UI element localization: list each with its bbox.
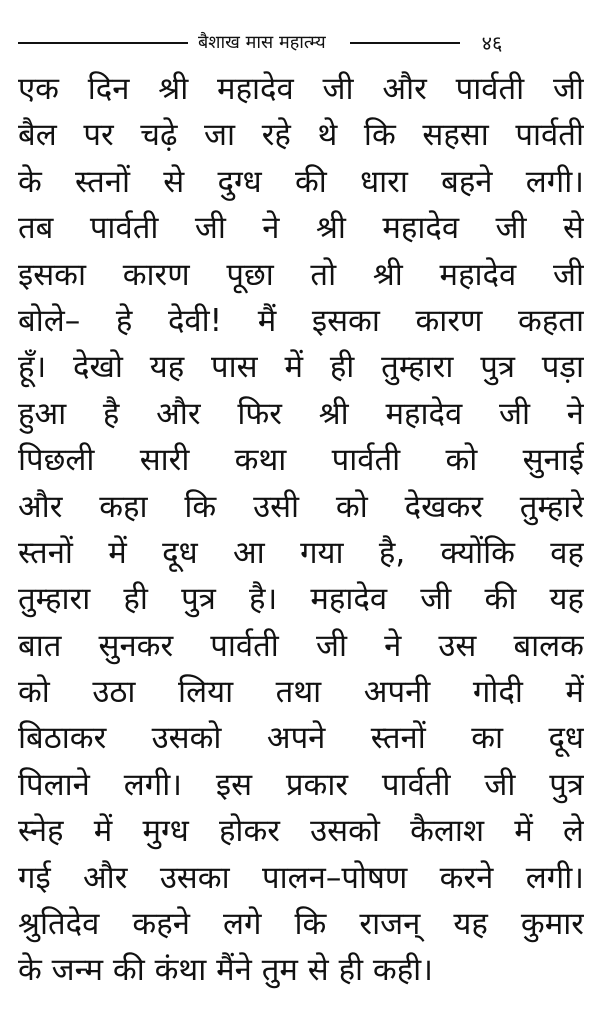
- text-line: इसका कारण पूछा तो श्री महादेव जी: [18, 256, 584, 293]
- text-line: पिलाने लगी। इस प्रकार पार्वती जी पुत्र: [18, 766, 584, 803]
- running-title: बैशाख मास महात्म्य: [198, 32, 326, 53]
- text-line: स्नेह में मुग्ध होकर उसको कैलाश में ले: [18, 813, 584, 850]
- page-number: ४६: [481, 31, 503, 55]
- text-line: हूँ। देखो यह पास में ही तुम्हारा पुत्र पड़ा: [18, 349, 584, 386]
- text-line: बिठाकर उसको अपने स्तनों का दूध: [18, 720, 584, 757]
- header-rule-right: [350, 42, 460, 44]
- page-header: [18, 30, 586, 56]
- text-line: गई और उसका पालन–पोषण करने लगी।: [18, 859, 584, 896]
- text-line: बात सुनकर पार्वती जी ने उस बालक: [18, 627, 584, 664]
- header-rule-left: [18, 42, 188, 44]
- text-line: पिछली सारी कथा पार्वती को सुनाई: [18, 442, 584, 479]
- body-paragraph: [18, 66, 584, 994]
- text-line: श्रुतिदेव कहने लगे कि राजन् यह कुमार: [18, 906, 584, 943]
- text-line: को उठा लिया तथा अपनी गोदी में: [18, 674, 584, 711]
- text-line: हुआ है और फिर श्री महादेव जी ने: [18, 395, 584, 432]
- text-line: बोले– हे देवी! मैं इसका कारण कहता: [18, 302, 584, 339]
- text-line: के स्तनों से दुग्ध की धारा बहने लगी।: [18, 163, 584, 200]
- text-line: और कहा कि उसी को देखकर तुम्हारे: [18, 488, 584, 525]
- text-line: बैल पर चढ़े जा रहे थे कि सहसा पार्वती: [18, 117, 584, 154]
- text-line: तब पार्वती जी ने श्री महादेव जी से: [18, 210, 584, 247]
- text-line: स्तनों में दूध आ गया है, क्योंकि वह: [18, 534, 584, 571]
- text-line: के जन्म की कंथा मैंने तुम से ही कही।: [18, 952, 433, 989]
- text-line: तुम्हारा ही पुत्र है। महादेव जी की यह: [18, 581, 584, 618]
- text-line: एक दिन श्री महादेव जी और पार्वती जी: [18, 71, 584, 107]
